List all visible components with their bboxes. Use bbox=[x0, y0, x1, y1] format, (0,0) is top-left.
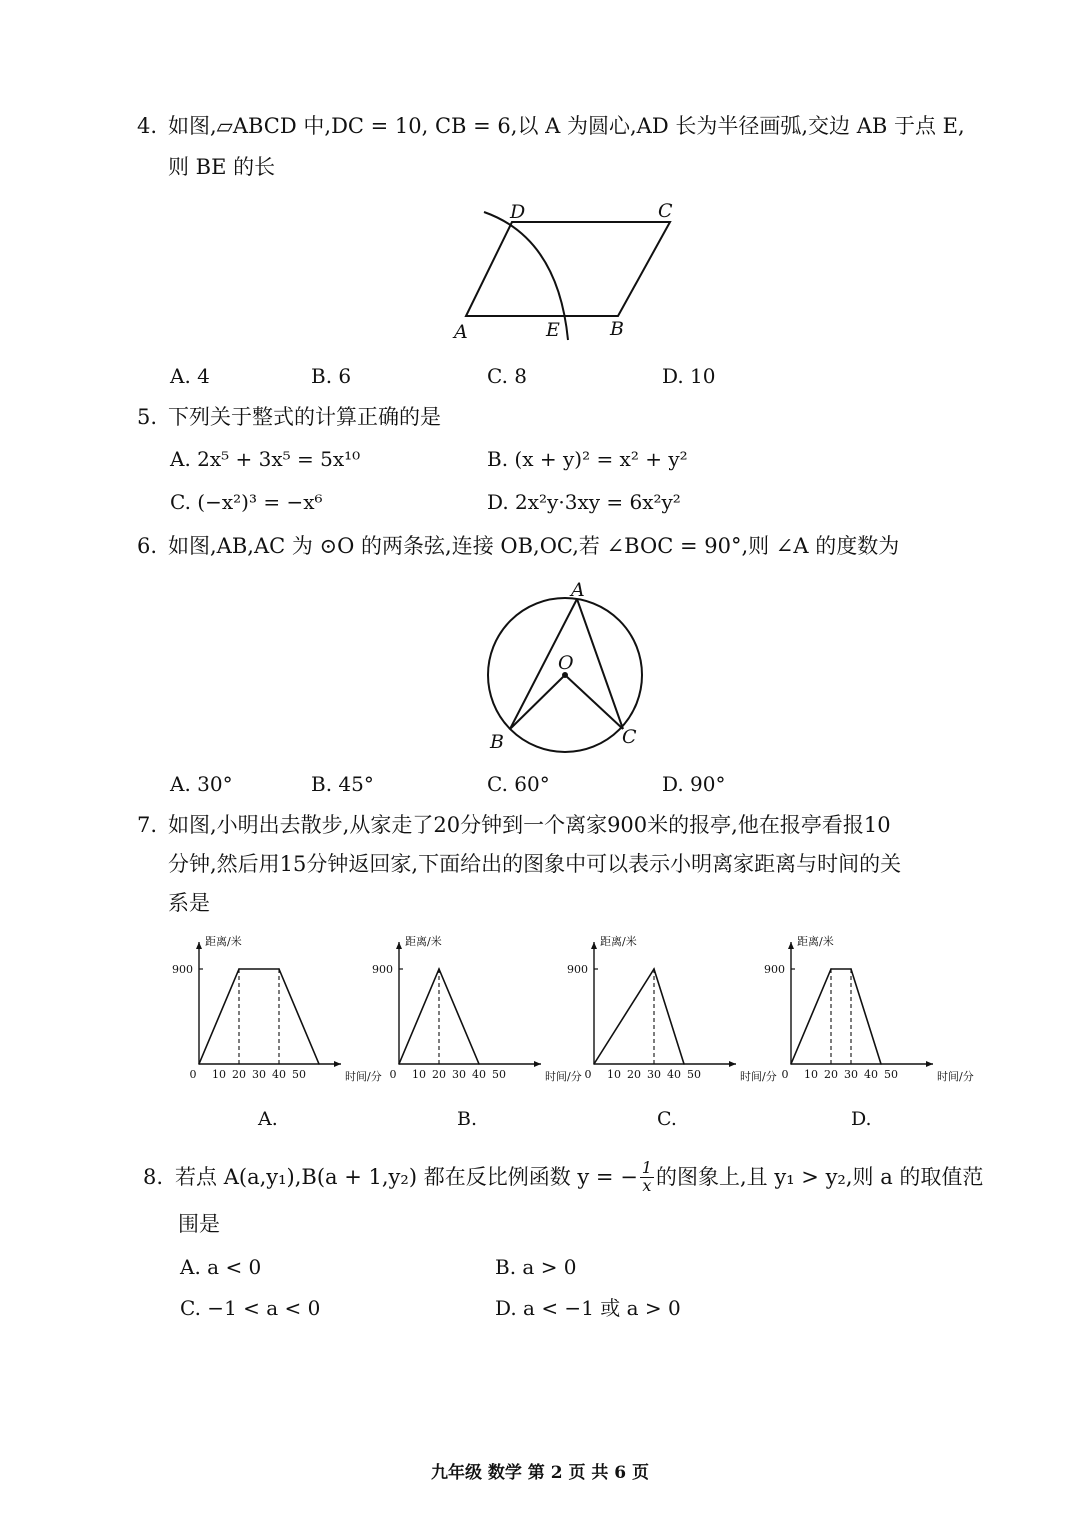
y-axis-label: 距离/米 bbox=[600, 935, 637, 948]
x-tick-label: 20 bbox=[232, 1068, 246, 1081]
data-point bbox=[830, 968, 832, 970]
x-tick-label: 0 bbox=[189, 1068, 197, 1081]
x-tick-label: 30 bbox=[452, 1068, 466, 1081]
q7-text-line3: 系是 bbox=[168, 891, 210, 915]
data-point bbox=[438, 968, 440, 970]
q8-option-b: B. a > 0 bbox=[495, 1255, 577, 1279]
chart-caption-a: A. bbox=[258, 1108, 278, 1130]
data-point bbox=[593, 1063, 595, 1065]
data-point bbox=[198, 1063, 200, 1065]
y-axis-arrow bbox=[591, 942, 597, 949]
x-tick-label: 10 bbox=[412, 1068, 426, 1081]
q6-option-b: B. 45° bbox=[311, 772, 374, 796]
x-tick-label: 50 bbox=[884, 1068, 898, 1081]
parallelogram-abcd bbox=[466, 222, 670, 316]
q4-number: 4. bbox=[137, 114, 158, 138]
q4-option-b: B. 6 bbox=[311, 364, 352, 388]
q6-option-a: A. 30° bbox=[170, 772, 233, 796]
q6-option-d: D. 90° bbox=[662, 772, 726, 796]
label-b: B bbox=[610, 318, 624, 340]
label-a: A bbox=[571, 579, 585, 601]
x-tick-label: 50 bbox=[292, 1068, 306, 1081]
x-tick-label: 10 bbox=[212, 1068, 226, 1081]
chart-caption-b: B. bbox=[457, 1108, 478, 1130]
y-axis-label: 距离/米 bbox=[205, 935, 242, 948]
q4-text-line1: 如图,▱ABCD 中,DC = 10, CB = 6,以 A 为圆心,AD 长为半径画弧,交边 AB 于点 E, bbox=[168, 114, 965, 138]
data-point bbox=[850, 968, 852, 970]
chart-c bbox=[560, 930, 777, 1090]
x-tick-label: 20 bbox=[432, 1068, 446, 1081]
parallelogram-figure bbox=[440, 190, 700, 350]
label-a: A bbox=[454, 321, 468, 343]
q7-text-line1: 如图,小明出去散步,从家走了20分钟到一个离家900米的报亭,他在报亭看报10 bbox=[168, 813, 891, 837]
q5-number: 5. bbox=[137, 405, 158, 429]
chart-d bbox=[757, 930, 974, 1090]
label-e: E bbox=[546, 319, 560, 341]
series-line bbox=[199, 969, 319, 1064]
q5-option-d: D. 2x²y·3xy = 6x²y² bbox=[487, 490, 681, 514]
data-point bbox=[478, 1063, 480, 1065]
series-line bbox=[594, 969, 684, 1064]
q4-option-d: D. 10 bbox=[662, 364, 716, 388]
data-point bbox=[398, 1063, 400, 1065]
y-axis-arrow bbox=[196, 942, 202, 949]
x-tick-label: 30 bbox=[252, 1068, 266, 1081]
x-tick-label: 20 bbox=[824, 1068, 838, 1081]
q8-text-line2: 围是 bbox=[178, 1212, 220, 1236]
q8-option-c: C. −1 < a < 0 bbox=[180, 1296, 321, 1320]
q8-frac-num: 1 bbox=[641, 1158, 652, 1177]
q6-number: 6. bbox=[137, 534, 158, 558]
y-axis-arrow bbox=[396, 942, 402, 949]
series-line bbox=[791, 969, 881, 1064]
label-d: D bbox=[510, 201, 526, 223]
q7-text-line2: 分钟,然后用15分钟返回家,下面给出的图象中可以表示小明离家距离与时间的关 bbox=[168, 852, 902, 876]
y-axis-label: 距离/米 bbox=[797, 935, 834, 948]
q8-fraction bbox=[640, 1160, 654, 1195]
q8-option-d: D. a < −1 或 a > 0 bbox=[495, 1296, 681, 1320]
x-tick-label: 10 bbox=[804, 1068, 818, 1081]
x-axis-arrow bbox=[534, 1061, 541, 1067]
y-tick-label: 900 bbox=[764, 963, 785, 976]
q7-number: 7. bbox=[137, 813, 158, 837]
q8-frac-den: x bbox=[642, 1175, 652, 1195]
q4-option-c: C. 8 bbox=[487, 364, 528, 388]
x-tick-label: 40 bbox=[472, 1068, 486, 1081]
x-tick-label: 40 bbox=[864, 1068, 878, 1081]
y-tick-label: 900 bbox=[567, 963, 588, 976]
x-tick-label: 50 bbox=[492, 1068, 506, 1081]
q6-option-c: C. 60° bbox=[487, 772, 550, 796]
label-c: C bbox=[658, 200, 673, 222]
x-axis-arrow bbox=[334, 1061, 341, 1067]
data-point bbox=[238, 968, 240, 970]
segment-ob bbox=[510, 675, 565, 729]
x-tick-label: 0 bbox=[781, 1068, 789, 1081]
data-point bbox=[790, 1063, 792, 1065]
q8-number: 8. bbox=[143, 1164, 164, 1189]
x-tick-label: 40 bbox=[667, 1068, 681, 1081]
q5-option-a: A. 2x⁵ + 3x⁵ = 5x¹⁰ bbox=[170, 447, 361, 471]
chart-a bbox=[165, 930, 382, 1090]
y-tick-label: 900 bbox=[172, 963, 193, 976]
q4-option-a: A. 4 bbox=[170, 364, 210, 388]
q8-text-line1 bbox=[143, 1160, 983, 1195]
data-point bbox=[278, 968, 280, 970]
y-axis-arrow bbox=[788, 942, 794, 949]
chart-b bbox=[365, 930, 582, 1090]
circle-figure bbox=[470, 572, 660, 762]
y-tick-label: 900 bbox=[372, 963, 393, 976]
x-tick-label: 0 bbox=[584, 1068, 592, 1081]
x-tick-label: 40 bbox=[272, 1068, 286, 1081]
x-axis-label: 时间/分 bbox=[740, 1070, 777, 1083]
x-axis-label: 时间/分 bbox=[545, 1070, 582, 1083]
x-tick-label: 30 bbox=[844, 1068, 858, 1081]
data-point bbox=[683, 1063, 685, 1065]
q8-text-before: 若点 A(a,y₁),B(a + 1,y₂) 都在反比例函数 y = − bbox=[175, 1164, 638, 1189]
x-tick-label: 0 bbox=[389, 1068, 397, 1081]
x-tick-label: 10 bbox=[607, 1068, 621, 1081]
q5-text: 下列关于整式的计算正确的是 bbox=[168, 405, 441, 429]
q8-option-a: A. a < 0 bbox=[180, 1255, 262, 1279]
x-axis-arrow bbox=[926, 1061, 933, 1067]
data-point bbox=[653, 968, 655, 970]
x-tick-label: 20 bbox=[627, 1068, 641, 1081]
data-point bbox=[880, 1063, 882, 1065]
q8-text-after: 的图象上,且 y₁ > y₂,则 a 的取值范 bbox=[655, 1164, 984, 1189]
x-tick-label: 50 bbox=[687, 1068, 701, 1081]
page-footer: 九年级 数学 第 2 页 共 6 页 bbox=[430, 1463, 650, 1483]
x-tick-label: 30 bbox=[647, 1068, 661, 1081]
x-axis-arrow bbox=[729, 1061, 736, 1067]
q5-option-c: C. (−x²)³ = −x⁶ bbox=[170, 490, 323, 514]
q6-text: 如图,AB,AC 为 ⊙O 的两条弦,连接 OB,OC,若 ∠BOC = 90°,则 ∠A 的度数为 bbox=[168, 534, 900, 558]
x-axis-label: 时间/分 bbox=[937, 1070, 974, 1083]
label-o: O bbox=[558, 652, 574, 674]
label-c: C bbox=[622, 726, 637, 748]
data-point bbox=[318, 1063, 320, 1065]
chart-caption-c: C. bbox=[657, 1108, 677, 1130]
q4-text-line2: 则 BE 的长 bbox=[168, 155, 276, 179]
label-b: B bbox=[490, 731, 504, 753]
y-axis-label: 距离/米 bbox=[405, 935, 442, 948]
chart-caption-d: D. bbox=[851, 1108, 872, 1130]
q5-option-b: B. (x + y)² = x² + y² bbox=[487, 447, 688, 471]
x-axis-label: 时间/分 bbox=[345, 1070, 382, 1083]
